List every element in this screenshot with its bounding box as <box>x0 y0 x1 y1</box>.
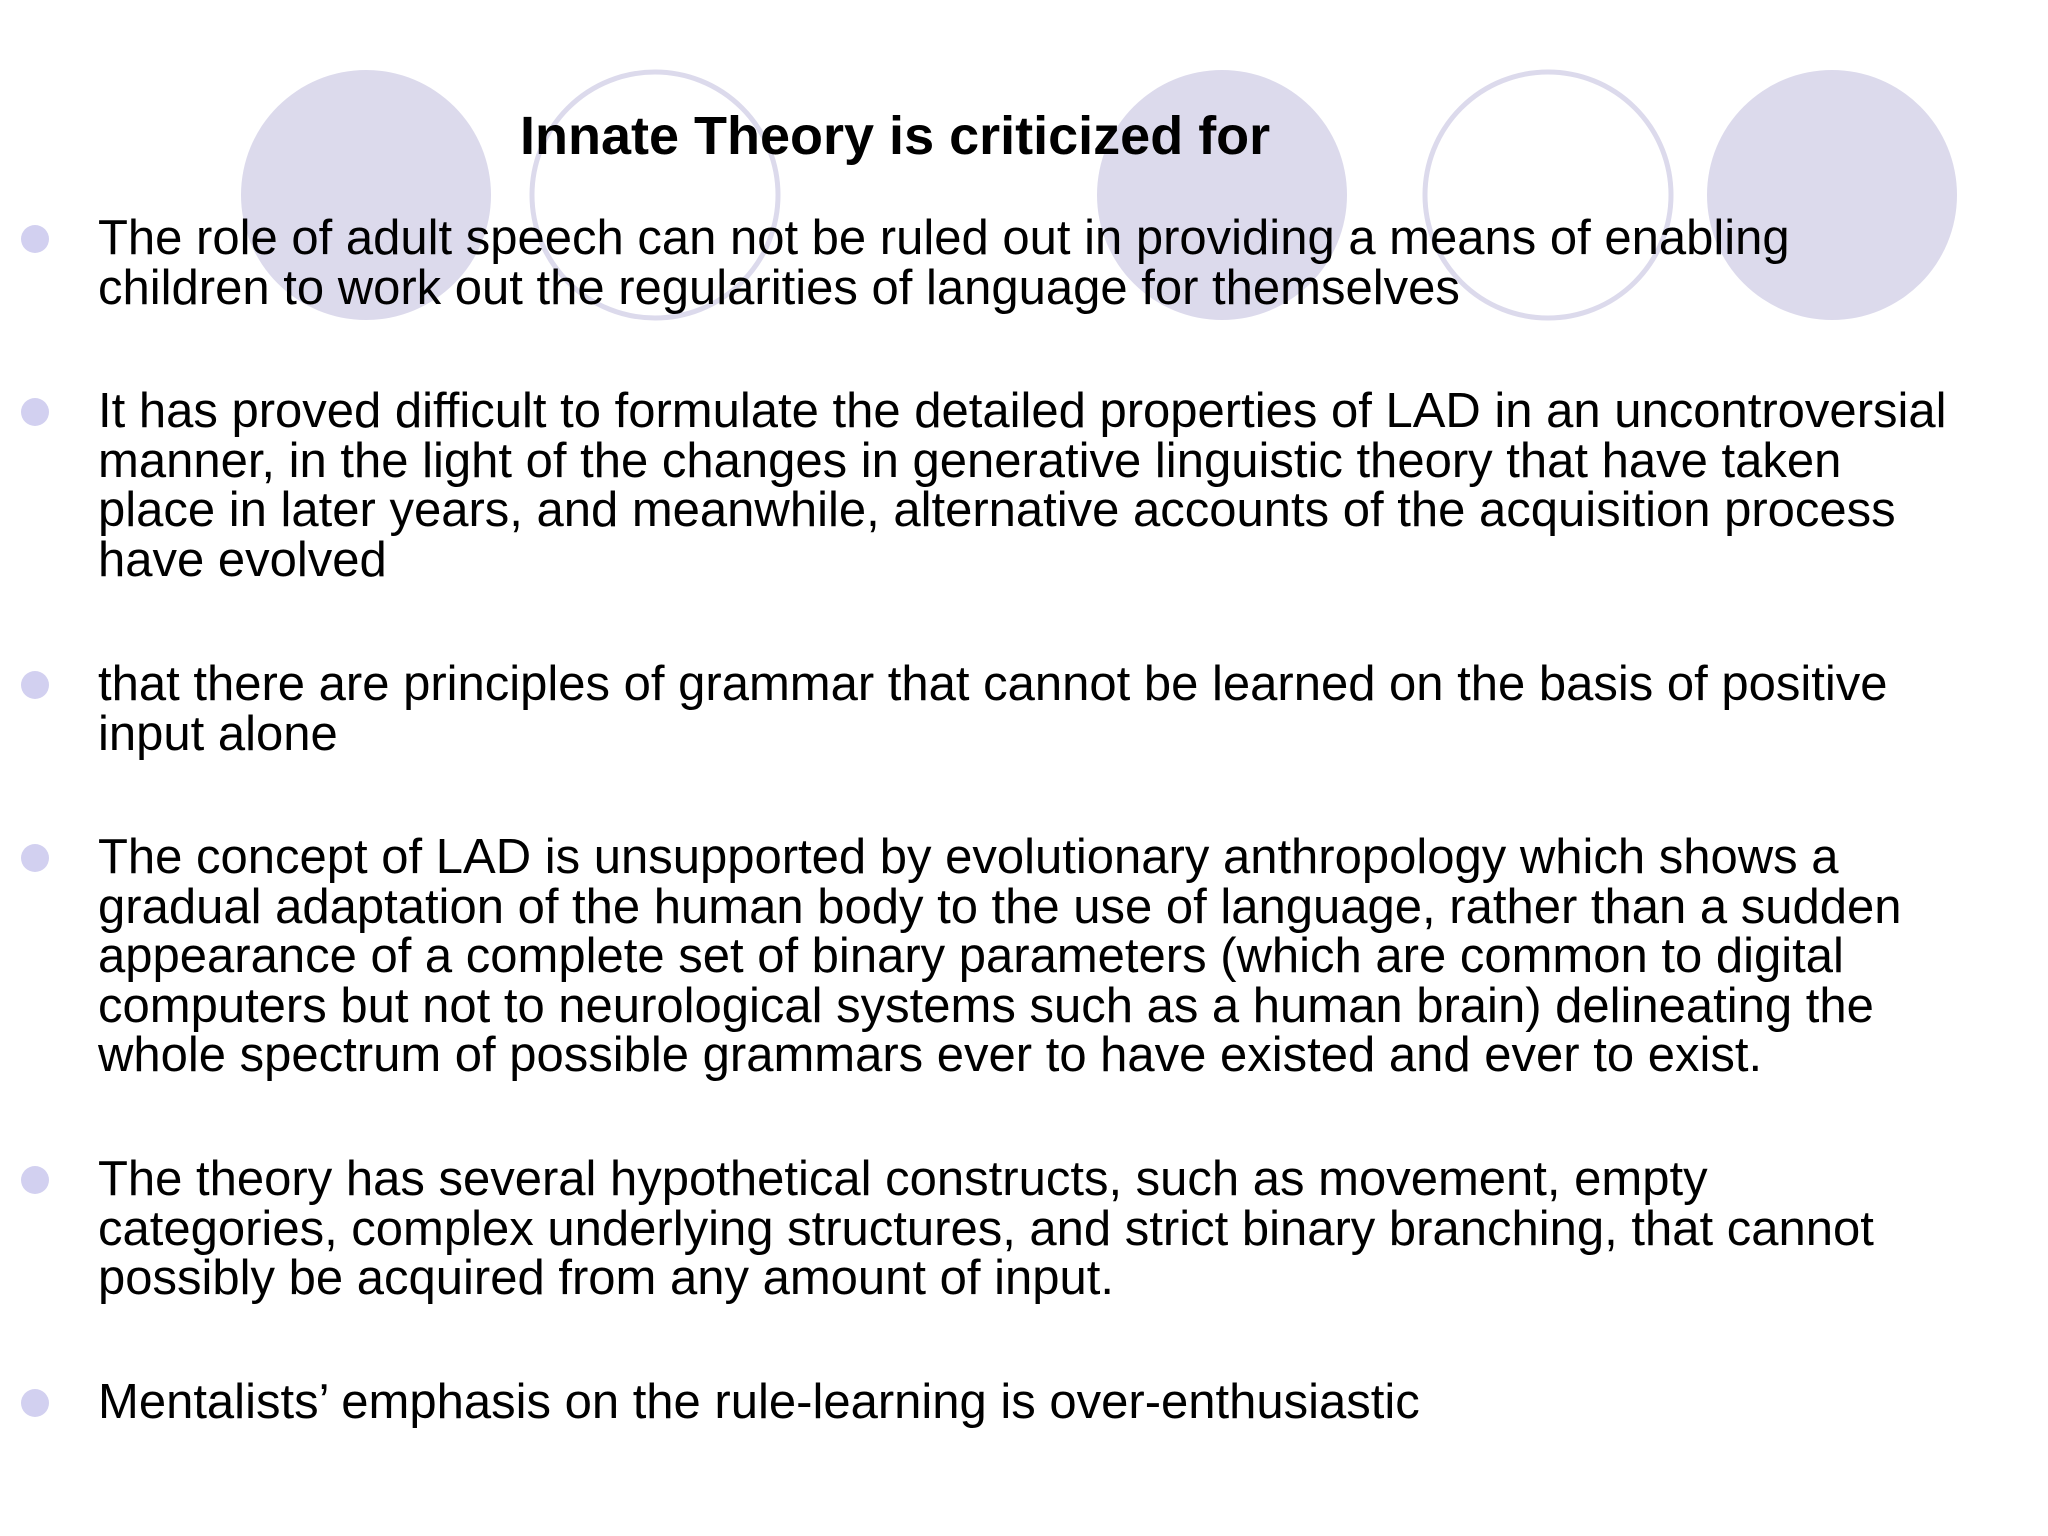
slide-title: Innate Theory is criticized for <box>520 106 1271 166</box>
bullet-dot-icon <box>21 844 49 872</box>
bullet-text: The theory has several hypothetical constructs, such as movement, empty categories, complex underlying structures, and strict binary branching, that cannot possibly be acquired from any amount of input. <box>98 1152 1874 1305</box>
bullet-text: Mentalists’ emphasis on the rule-learning is over-enthusiastic <box>98 1375 1420 1429</box>
bullet-text: The role of adult speech can not be ruled out in providing a means of enabling children to work out the regularities of language for themselves <box>98 211 1790 315</box>
bullet-dot-icon <box>21 398 49 426</box>
bullet-text: The concept of LAD is unsupported by evolutionary anthropology which shows a gradual adaptation of the human body to the use of language, rather than a sudden appearance of a complete set of binary parameters (which are common to digital computers but not to neurological systems such as a human brain) delineating the whole spectrum of possible grammars ever to have existed and ever to exist. <box>98 830 1902 1082</box>
bullet-text: It has proved difficult to formulate the detailed properties of LAD in an uncontroversial manner, in the light of the changes in generative linguistic theory that have taken place in later years, and meanwhile, alternative accounts of the acquisition process have evolved <box>98 384 1947 587</box>
bullet-dot-icon <box>21 671 49 699</box>
bullet-dot-icon <box>21 1166 49 1194</box>
bullet-text: that there are principles of grammar that cannot be learned on the basis of positive input alone <box>98 657 1888 761</box>
bullet-dot-icon <box>21 1389 49 1417</box>
bullet-dot-icon <box>21 225 49 253</box>
